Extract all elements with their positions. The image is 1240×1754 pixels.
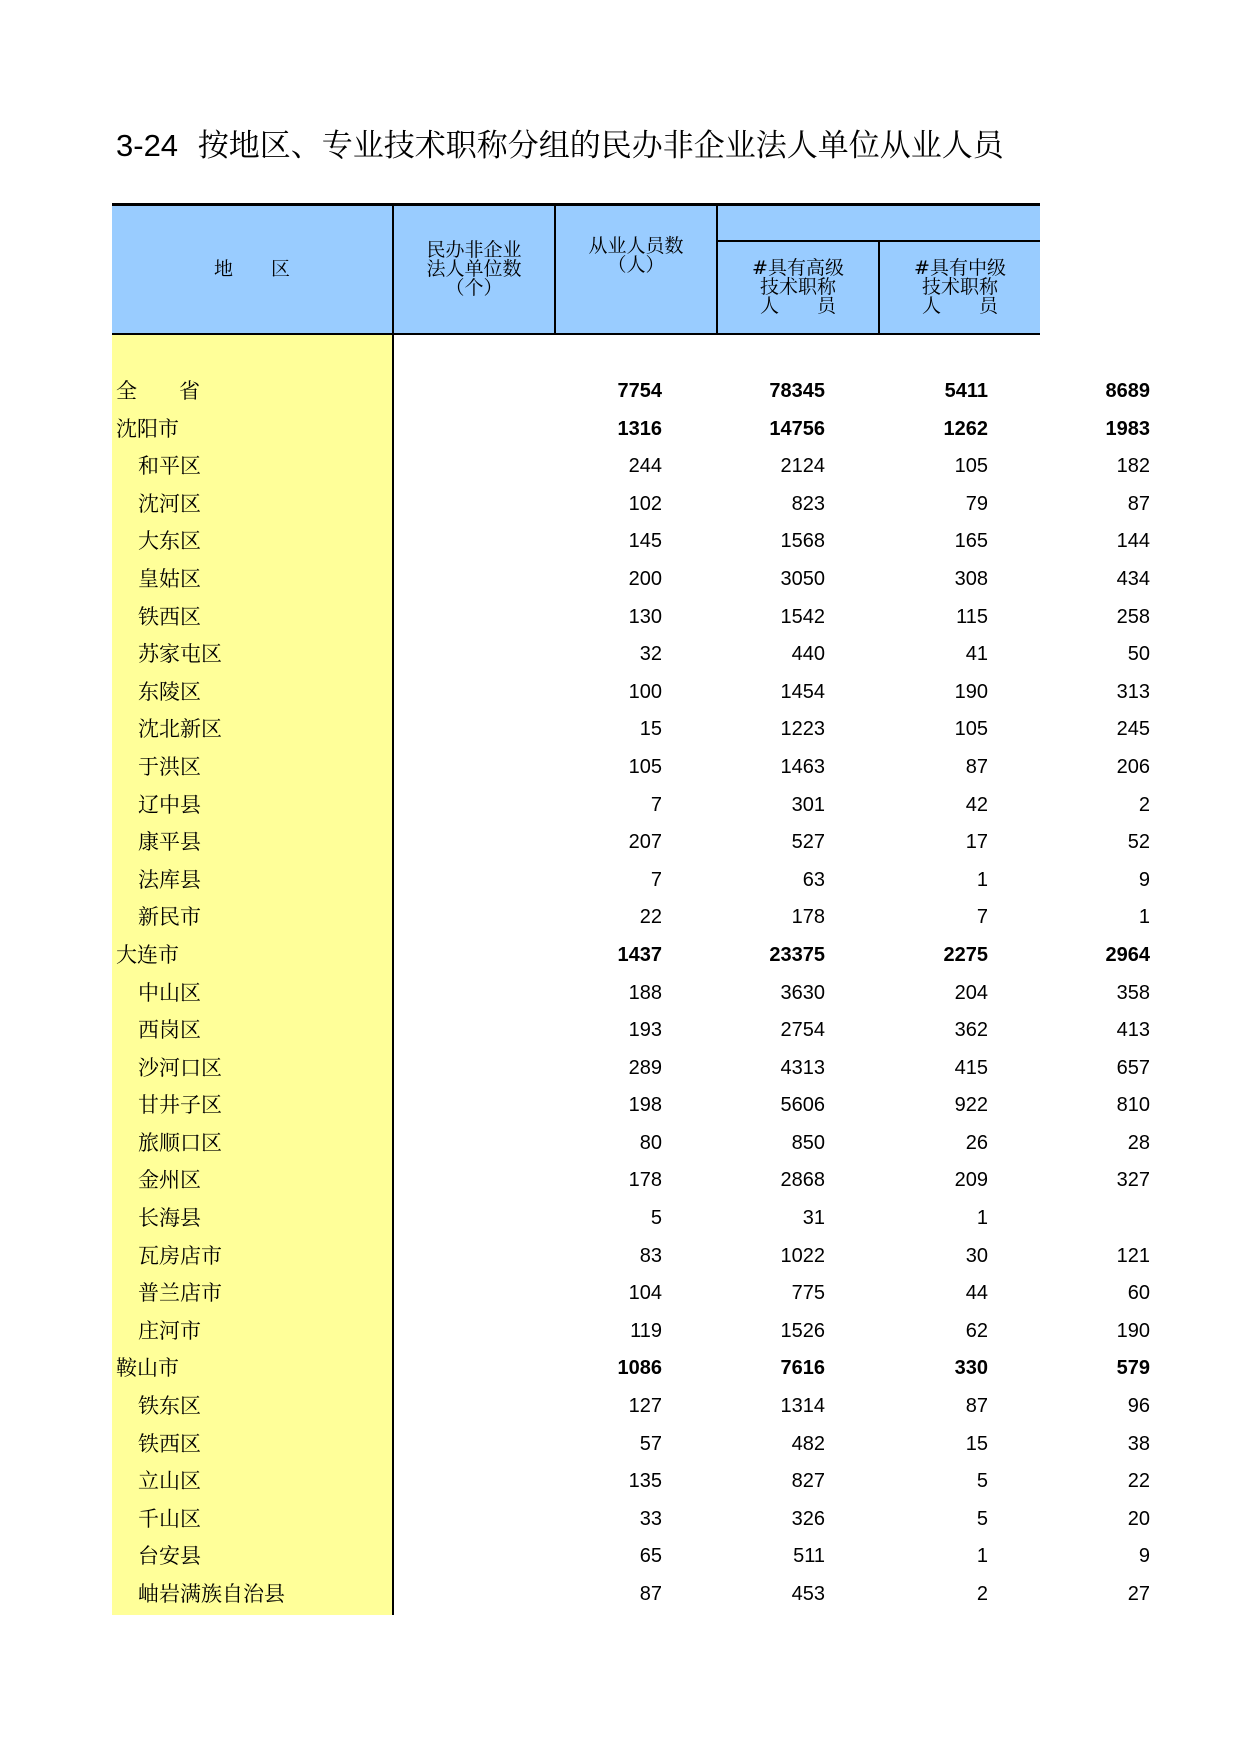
table-row [112,1538,1150,1576]
middle-title-value: 358 [1116,981,1150,1004]
region-name: 新民市 [138,905,201,930]
table-header [112,203,1040,335]
middle-title-value: 413 [1116,1019,1150,1042]
region-name: 台安县 [138,1544,201,1569]
table-row [112,1313,1150,1351]
employees-value: 827 [791,1470,825,1493]
units-value: 119 [630,1319,662,1342]
senior-title-value: 209 [954,1169,988,1192]
senior-title-value: 62 [965,1319,988,1342]
region-name: 庄河市 [138,1318,201,1343]
units-value: 1316 [617,417,662,440]
middle-title-value: 144 [1116,530,1150,553]
employees-value: 527 [791,831,825,854]
units-value: 65 [639,1545,662,1568]
middle-title-value: 87 [1127,492,1150,515]
units-value: 145 [628,530,662,553]
table-row [112,1238,1150,1276]
table-row [112,749,1150,787]
table-row [112,411,1150,449]
table-row [112,1501,1150,1539]
senior-title-value: 1 [976,1207,988,1230]
region-name: 沙河口区 [138,1055,222,1080]
region-name: 瓦房店市 [138,1243,222,1268]
employees-value: 453 [791,1583,825,1605]
senior-title-value: 7 [976,906,988,929]
header-senior-title: #具有高级 技术职称 人 员 [752,257,844,317]
middle-title-value: 28 [1127,1131,1150,1154]
table-row [112,1388,1150,1426]
units-value: 104 [628,1282,662,1305]
table-row [112,899,1150,937]
units-value: 127 [628,1395,662,1418]
units-value: 188 [628,981,662,1004]
senior-title-value: 204 [954,981,988,1004]
table-row [112,1350,1150,1388]
units-value: 198 [628,1094,662,1117]
table-row [112,1463,1150,1501]
header-divider [392,206,394,333]
region-name: 大连市 [116,942,179,967]
region-name: 沈河区 [138,491,201,516]
region-name: 甘井子区 [138,1093,222,1118]
region-name: 铁西区 [138,1431,201,1456]
units-value: 80 [639,1131,662,1154]
middle-title-value: 27 [1127,1583,1150,1605]
units-value: 135 [628,1470,662,1493]
middle-title-value: 657 [1116,1056,1150,1079]
table-row [112,561,1150,599]
page-title [116,124,1040,168]
units-value: 1086 [617,1357,662,1380]
units-value: 130 [628,605,662,628]
middle-title-value: 1 [1138,906,1150,929]
employees-value: 2868 [780,1169,825,1192]
region-name: 康平县 [138,830,201,855]
employees-value: 511 [793,1545,825,1568]
senior-title-value: 15 [965,1432,988,1455]
region-name: 中山区 [138,980,201,1005]
header-divider [878,240,880,333]
region-name: 沈阳市 [116,416,179,441]
region-name: 普兰店市 [138,1281,222,1306]
senior-title-value: 26 [965,1131,988,1154]
middle-title-value: 434 [1116,567,1150,590]
senior-title-value: 2275 [943,943,988,966]
table-row [112,711,1150,749]
senior-title-value: 415 [954,1056,988,1079]
table-row [112,975,1150,1013]
employees-value: 14756 [769,417,825,440]
units-value: 5 [650,1207,662,1230]
region-name: 鞍山市 [116,1356,179,1381]
employees-value: 1526 [780,1319,825,1342]
table-row [112,1200,1040,1238]
header-region: 地 区 [213,258,290,280]
table-row [112,1125,1150,1163]
senior-title-value: 42 [965,793,988,816]
region-name: 皇姑区 [138,566,201,591]
employees-value: 1454 [780,680,825,703]
middle-title-value [1010,1200,1150,1238]
employees-value: 1463 [780,755,825,778]
middle-title-value: 50 [1127,643,1150,666]
table-row [112,1050,1150,1088]
employees-value: 1223 [780,718,825,741]
table-row [112,1162,1150,1200]
employees-value: 482 [791,1432,825,1455]
employees-value: 23375 [769,943,825,966]
table-number: 3-24 [116,128,179,163]
middle-title-value: 121 [1116,1244,1150,1267]
header-employees: 从业人员数 （人） [588,235,684,276]
employees-value: 4313 [780,1056,825,1079]
employees-value: 326 [791,1507,825,1530]
employees-value: 7616 [780,1357,825,1380]
senior-title-value: 105 [954,718,988,741]
table-row [112,674,1150,712]
middle-title-value: 1983 [1105,417,1150,440]
senior-title-value: 30 [965,1244,988,1267]
employees-value: 775 [791,1282,825,1305]
senior-title-value: 1 [976,868,988,891]
employees-value: 1022 [780,1244,825,1267]
units-value: 200 [628,567,662,590]
senior-title-value: 115 [956,605,988,628]
middle-title-value: 245 [1116,718,1150,741]
employees-value: 2124 [780,455,825,478]
units-value: 32 [639,643,662,666]
senior-title-value: 41 [965,643,988,666]
middle-title-value: 9 [1138,1545,1150,1568]
senior-title-value: 362 [954,1019,988,1042]
table-row [112,1426,1150,1464]
table-row [112,599,1150,637]
units-value: 83 [639,1244,662,1267]
units-value: 33 [639,1507,662,1530]
senior-title-value: 17 [965,831,988,854]
senior-title-value: 190 [954,680,988,703]
header-divider [716,240,1040,242]
middle-title-value: 206 [1116,755,1150,778]
senior-title-value: 308 [954,567,988,590]
senior-title-value: 2 [976,1583,988,1605]
table-row [112,862,1150,900]
middle-title-value: 258 [1116,605,1150,628]
employees-value: 850 [791,1131,825,1154]
units-value: 193 [628,1019,662,1042]
table-row [112,1275,1150,1313]
employees-value: 1568 [780,530,825,553]
region-name: 辽中县 [138,792,201,817]
senior-title-value: 5411 [944,380,988,402]
region-name: 苏家屯区 [138,642,222,667]
middle-title-value: 2964 [1105,943,1150,966]
region-name: 沈北新区 [138,717,222,742]
middle-title-value: 9 [1138,868,1150,891]
senior-title-value: 165 [954,530,988,553]
table-row [112,1087,1150,1125]
employees-value: 63 [802,868,825,891]
units-value: 100 [628,680,662,703]
middle-title-value: 313 [1116,680,1150,703]
region-name: 法库县 [138,867,201,892]
employees-value: 3630 [780,981,825,1004]
senior-title-value: 79 [965,492,988,515]
region-name: 全 省 [116,379,200,403]
units-value: 7 [650,868,662,891]
header-divider [716,206,718,333]
table-row [112,824,1150,862]
region-name: 东陵区 [138,679,201,704]
middle-title-value: 52 [1127,831,1150,854]
senior-title-value: 922 [954,1094,988,1117]
middle-title-value: 22 [1127,1470,1150,1493]
units-value: 105 [628,755,662,778]
table-row [112,523,1150,561]
table-row [112,937,1150,975]
table-title-text: 按地区、专业技术职称分组的民办非企业法人单位从业人员 [197,128,1004,164]
units-value: 22 [639,906,662,929]
senior-title-value: 105 [954,455,988,478]
region-name: 铁西区 [138,604,201,629]
region-name: 千山区 [138,1506,201,1531]
units-value: 87 [639,1583,662,1605]
middle-title-value: 579 [1116,1357,1150,1380]
senior-title-value: 87 [965,755,988,778]
units-value: 289 [628,1056,662,1079]
employees-value: 2754 [780,1019,825,1042]
middle-title-value: 2 [1138,793,1150,816]
region-name: 岫岩满族自治县 [138,1582,285,1606]
senior-title-value: 87 [965,1395,988,1418]
senior-title-value: 330 [954,1357,988,1380]
employees-value: 3050 [780,567,825,590]
header-divider [554,206,556,333]
units-value: 57 [639,1432,662,1455]
senior-title-value: 44 [965,1282,988,1305]
region-name: 长海县 [138,1206,201,1231]
table-row [112,787,1150,825]
employees-value: 78345 [769,380,825,402]
employees-value: 440 [791,643,825,666]
table-row [112,373,1150,411]
units-value: 244 [628,455,662,478]
region-name: 大东区 [138,529,201,554]
employees-value: 178 [791,906,825,929]
employees-value: 1542 [780,605,825,628]
units-value: 102 [628,492,662,515]
region-name: 铁东区 [138,1394,201,1419]
senior-title-value: 1262 [943,417,988,440]
units-value: 207 [628,831,662,854]
table-body [112,373,1150,1614]
middle-title-value: 182 [1116,455,1150,478]
table-row [112,1576,1150,1614]
region-name: 西岗区 [138,1018,201,1043]
region-name: 金州区 [138,1168,201,1193]
table-row [112,486,1150,524]
senior-title-value: 5 [976,1470,988,1493]
middle-title-value: 8689 [1105,380,1150,402]
employees-value: 823 [791,492,825,515]
employees-value: 301 [791,793,825,816]
senior-title-value: 1 [976,1545,988,1568]
table-row [112,1012,1150,1050]
middle-title-value: 327 [1116,1169,1150,1192]
region-name: 于洪区 [138,754,201,779]
middle-title-value: 190 [1116,1319,1150,1342]
middle-title-value: 38 [1127,1432,1150,1455]
header-units: 民办非企业 法人单位数 （个） [426,239,522,299]
senior-title-value: 5 [976,1507,988,1530]
units-value: 15 [639,718,662,741]
table-row [112,636,1150,674]
region-name: 和平区 [138,454,201,479]
employees-value: 5606 [780,1094,825,1117]
middle-title-value: 20 [1127,1507,1150,1530]
region-name: 旅顺口区 [138,1130,222,1155]
middle-title-value: 60 [1127,1282,1150,1305]
middle-title-value: 810 [1116,1094,1150,1117]
units-value: 1437 [617,943,662,966]
middle-title-value: 96 [1127,1395,1150,1418]
employees-value: 31 [802,1207,825,1230]
table-row [112,448,1150,486]
employees-value: 1314 [780,1395,825,1418]
header-middle-title: #具有中级 技术职称 人 员 [914,257,1006,317]
region-name: 立山区 [138,1469,201,1494]
units-value: 178 [628,1169,662,1192]
units-value: 7754 [617,380,662,402]
units-value: 7 [650,793,662,816]
